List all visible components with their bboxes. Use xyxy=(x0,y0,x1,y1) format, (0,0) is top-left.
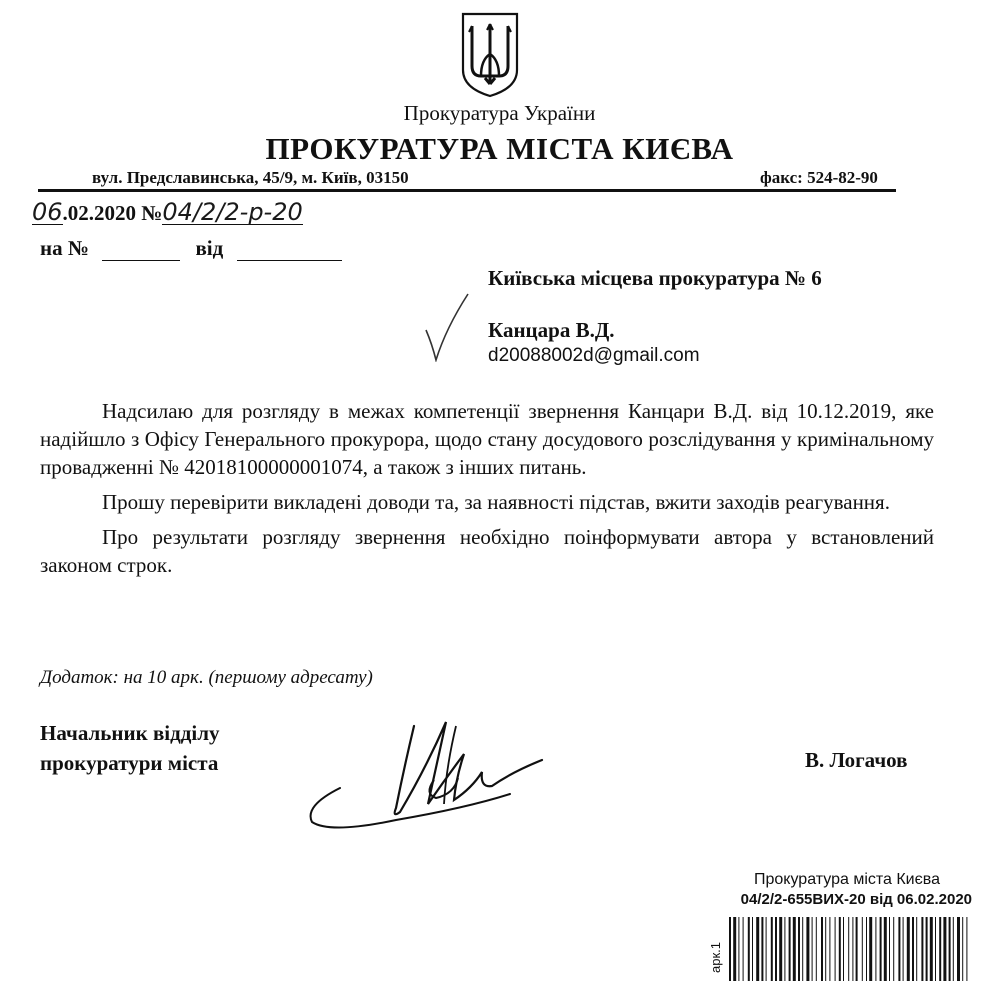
barcode-bar xyxy=(835,917,836,981)
handwritten-day: 06 xyxy=(32,198,63,226)
recipient-person: Канцара В.Д. xyxy=(488,318,615,342)
barcode-bar xyxy=(766,917,767,981)
barcode-bar xyxy=(943,917,946,981)
barcode-bar xyxy=(912,917,914,981)
barcode-bar xyxy=(916,917,917,981)
body-paragraph: Про результати розгляду звернення необхідно поінформувати автора у встановлений законом строк. xyxy=(40,525,934,577)
sheet-label xyxy=(700,925,730,975)
barcode-bar xyxy=(812,917,813,981)
barcode-bar xyxy=(889,917,890,981)
registration-line xyxy=(32,200,303,226)
barcode-bar xyxy=(738,917,739,981)
barcode-bar xyxy=(880,917,882,981)
barcode-bar xyxy=(935,917,936,981)
barcode-bar xyxy=(779,917,782,981)
stamp-outgoing-number: 04/2/2-655ВИХ-20 від 06.02.2020 xyxy=(740,891,972,908)
barcode-bar xyxy=(862,917,863,981)
barcode-bar xyxy=(866,917,867,981)
handwritten-signature xyxy=(296,708,558,838)
body-paragraph: Прошу перевірити викладені доводи та, за наявності підстав, вжити заходів реагування. xyxy=(102,490,890,514)
address: вул. Предславинська, 45/9, м. Київ, 03150 xyxy=(92,168,409,187)
barcode-bar xyxy=(907,917,910,981)
barcode-bar xyxy=(771,917,773,981)
signatory-title xyxy=(40,718,220,778)
fax-number: факс: 524-82-90 xyxy=(760,168,878,187)
barcode-bar xyxy=(806,917,809,981)
recipient-organization: Київська місцева прокуратура № 6 xyxy=(488,266,822,290)
signatory-name: В. Логачов xyxy=(805,748,908,772)
recipient-email: d20088002d@gmail.com xyxy=(488,345,700,366)
from-label: від xyxy=(195,236,224,260)
organization-title: ПРОКУРАТУРА МІСТА КИЄВА xyxy=(265,131,734,166)
barcode-bar xyxy=(802,917,803,981)
barcode-bar xyxy=(761,917,763,981)
barcode-bar xyxy=(875,917,876,981)
barcode-bar xyxy=(839,917,841,981)
barcode-bar xyxy=(784,917,785,981)
attachment-note: Додаток: на 10 арк. (першому адресату) xyxy=(40,667,373,688)
barcode-bar xyxy=(752,917,753,981)
barcode-bar xyxy=(821,917,823,981)
barcode-bar xyxy=(949,917,951,981)
barcode-bar xyxy=(939,917,941,981)
barcode-bar xyxy=(848,917,849,981)
barcode-bar xyxy=(921,917,923,981)
barcode-bar xyxy=(798,917,800,981)
barcode-bar xyxy=(729,917,731,981)
barcode-bar xyxy=(930,917,933,981)
barcode-bar xyxy=(884,917,887,981)
barcode-bar xyxy=(816,917,817,981)
barcode-bar xyxy=(903,917,904,981)
body-paragraph: Надсилаю для розгляду в межах компетенції звернення Канцари В.Д. від 10.12.2019, яке надійшло з Офісу Генерального прокурора, щодо стану досудового розслідування у кримінальному провадженні № 42018100000001074, а також з інших питань. xyxy=(40,399,934,479)
barcode-bar xyxy=(898,917,900,981)
letter-body xyxy=(40,397,934,586)
handwritten-number: 04/2/2-р-20 xyxy=(162,198,303,226)
reference-date-blank xyxy=(237,240,342,261)
checkmark-icon xyxy=(424,292,470,362)
reference-line xyxy=(40,236,342,261)
header-divider xyxy=(38,189,896,192)
signatory-title-line2: прокуратури міста xyxy=(40,751,219,775)
barcode-bar xyxy=(843,917,844,981)
barcode-icon xyxy=(727,917,973,981)
barcode-bar xyxy=(962,917,963,981)
barcode-bar xyxy=(953,917,954,981)
barcode-bar xyxy=(869,917,872,981)
signatory-title-line1: Начальник відділу xyxy=(40,721,220,745)
barcode-bar xyxy=(966,917,967,981)
sheet-label-text: арк.1 xyxy=(708,942,723,973)
barcode-bar xyxy=(825,917,826,981)
barcode-bar xyxy=(856,917,858,981)
barcode-bar xyxy=(852,917,853,981)
reference-label: на № xyxy=(40,236,89,260)
barcode-bar xyxy=(775,917,777,981)
barcode-bar xyxy=(789,917,791,981)
ukraine-trident-icon xyxy=(459,10,521,100)
barcode-bar xyxy=(743,917,744,981)
barcode-bar xyxy=(793,917,796,981)
reference-number-blank xyxy=(102,240,180,261)
stamp-office: Прокуратура міста Києва xyxy=(754,871,940,888)
barcode-bar xyxy=(829,917,830,981)
barcode-bar xyxy=(733,917,736,981)
registration-date: .02.2020 № xyxy=(62,201,163,225)
barcode-bar xyxy=(893,917,894,981)
ministry-name: Прокуратура України xyxy=(403,101,596,125)
barcode-bar xyxy=(756,917,759,981)
barcode-bar xyxy=(957,917,960,981)
barcode-bar xyxy=(926,917,928,981)
barcode-bar xyxy=(748,917,750,981)
